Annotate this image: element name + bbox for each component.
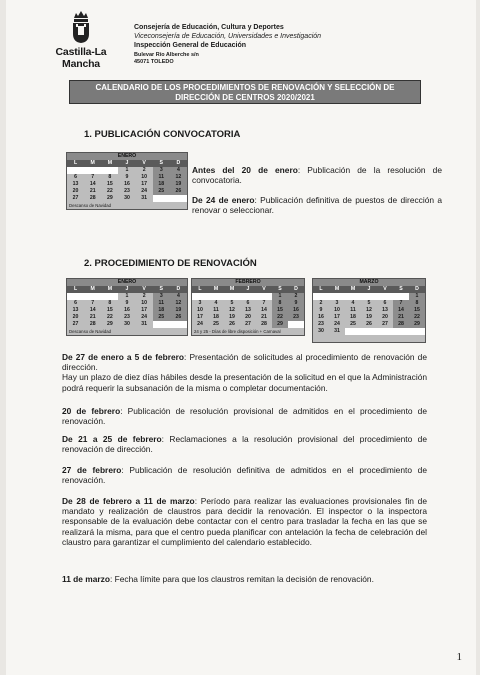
calendar-month-name: FEBRERO (192, 279, 304, 286)
calendar-day: 25 (153, 314, 170, 321)
calendar-day: 27 (67, 195, 84, 202)
calendar-day: 7 (84, 300, 101, 307)
calendar-day: 29 (101, 195, 118, 202)
section-1-item (192, 195, 442, 215)
calendar-day: 22 (409, 314, 425, 321)
calendar-day (208, 293, 224, 300)
calendar-footer: 24 y 25 - Días de libre disposición + Carnaval (192, 328, 304, 335)
weekday-label: V (256, 286, 272, 293)
calendar-day: 1 (272, 293, 288, 300)
calendar-day (393, 328, 409, 335)
calendar-day: 1 (409, 293, 425, 300)
calendar-day (170, 321, 187, 328)
org-line: Consejería de Educación, Cultura y Deportes (134, 24, 284, 31)
calendar-day: 4 (170, 167, 187, 174)
calendar-day: 31 (136, 195, 153, 202)
item-date: 20 de febrero (62, 406, 121, 416)
calendar-day (361, 328, 377, 335)
section-2-heading: 2. PROCEDIMIENTO DE RENOVACIÓN (84, 258, 257, 269)
calendar-day: 4 (208, 300, 224, 307)
calendar-day: 7 (256, 300, 272, 307)
calendar-day: 26 (170, 188, 187, 195)
weekday-label: L (67, 160, 84, 167)
calendar-day (377, 328, 393, 335)
calendar-day: 14 (393, 307, 409, 314)
calendar-day: 10 (192, 307, 208, 314)
calendar-day (84, 293, 101, 300)
calendar-day: 27 (377, 321, 393, 328)
calendar-day (345, 293, 361, 300)
item-date: De 28 de febrero a 11 de marzo (62, 496, 195, 506)
item-text: : Publicación de resolución provisional de admitidos en el procedimiento de renovación. (62, 406, 427, 427)
calendar-day: 24 (329, 321, 345, 328)
calendar-day: 5 (224, 300, 240, 307)
calendar-day: 30 (118, 195, 135, 202)
calendar-day (256, 293, 272, 300)
calendar-day: 4 (345, 300, 361, 307)
weekday-label: S (153, 160, 170, 167)
calendar-day: 28 (84, 195, 101, 202)
calendar-day: 31 (329, 328, 345, 335)
weekday-label: D (288, 286, 304, 293)
calendar-day: 10 (136, 300, 153, 307)
calendar-day (192, 293, 208, 300)
calendar-day (409, 328, 425, 335)
calendar-day: 3 (192, 300, 208, 307)
calendar-day: 17 (136, 181, 153, 188)
calendar-day: 17 (136, 307, 153, 314)
calendar-day: 25 (153, 188, 170, 195)
calendar-day: 2 (288, 293, 304, 300)
calendar-day: 20 (67, 188, 84, 195)
calendar-footer: Descanso de Navidad (67, 328, 187, 335)
calendar-day (240, 293, 256, 300)
calendar-day (170, 195, 187, 202)
weekday-label: M (329, 286, 345, 293)
calendar-day: 2 (136, 293, 153, 300)
weekday-label: M (101, 160, 118, 167)
calendar-day: 22 (101, 314, 118, 321)
weekday-label: M (224, 286, 240, 293)
page-number: 1 (456, 651, 462, 663)
calendar-day: 21 (84, 314, 101, 321)
address-line: Bulevar Río Alberche s/n (134, 52, 199, 58)
calendar-day: 18 (153, 307, 170, 314)
calendar-day (101, 293, 118, 300)
section-1-item (192, 165, 442, 185)
item-extra: Hay un plazo de diez días hábiles desde la presentación de la solicitud en el que la Administración podrá requerir la subsanación de la misma o completar documentación. (62, 372, 428, 393)
calendar-day: 29 (272, 321, 288, 328)
calendar-day: 24 (136, 188, 153, 195)
calendar-day: 8 (272, 300, 288, 307)
calendar-day: 28 (393, 321, 409, 328)
calendar-day: 16 (313, 314, 329, 321)
weekday-label: D (170, 286, 187, 293)
item-text: : Período para realizar las evaluaciones provisionales fin de mandato y realización de claustros para decidir la renovación. El inspector o la inspectora responsable de la evaluación debe contactar con el centro para trasladar la fecha en las que se realizará la misma, para que el centro pueda planificar con antelación la fecha de celebración del claustro para garantizar el cumplimiento del calendario establecido. (62, 496, 428, 547)
calendar-day: 2 (136, 167, 153, 174)
item-date: De 21 a 25 de febrero (62, 434, 162, 444)
item-date: 27 de febrero (62, 465, 122, 475)
weekday-label: M (345, 286, 361, 293)
section-1-heading: 1. PUBLICACIÓN CONVOCATORIA (84, 129, 241, 140)
item-text: : Publicación de resolución definitiva de admitidos en el procedimiento de renovación. (62, 465, 427, 486)
weekday-label: S (272, 286, 288, 293)
calendar-day: 11 (208, 307, 224, 314)
calendar-day (361, 293, 377, 300)
calendar-day: 14 (84, 307, 101, 314)
calendar-day: 4 (170, 293, 187, 300)
weekday-label: J (361, 286, 377, 293)
document-page (6, 0, 476, 675)
calendar-day: 26 (361, 321, 377, 328)
calendar-day: 1 (118, 293, 135, 300)
crest-icon (70, 10, 92, 44)
calendar-day: 25 (208, 321, 224, 328)
calendar-febrero (191, 278, 305, 336)
calendar-day: 10 (329, 307, 345, 314)
calendar-day: 5 (361, 300, 377, 307)
calendar-day: 20 (377, 314, 393, 321)
calendar-day (67, 167, 84, 174)
address-line: 45071 TOLEDO (134, 59, 174, 65)
calendar-day: 23 (288, 314, 304, 321)
weekday-label: V (136, 286, 153, 293)
calendar-day (67, 293, 84, 300)
calendar-day: 29 (409, 321, 425, 328)
section-2-item (62, 574, 427, 584)
calendar-day: 17 (329, 314, 345, 321)
calendar-month-name: ENERO (67, 279, 187, 286)
weekday-label: L (192, 286, 208, 293)
calendar-day: 21 (256, 314, 272, 321)
calendar-day: 23 (313, 321, 329, 328)
calendar-day: 12 (170, 300, 187, 307)
calendar-day: 13 (240, 307, 256, 314)
calendar-day: 6 (67, 300, 84, 307)
address-block (134, 52, 199, 66)
item-text: : Fecha límite para que los claustros remitan la decisión de renovación. (109, 574, 374, 584)
calendar-day: 3 (153, 167, 170, 174)
calendar-marzo (312, 278, 426, 343)
weekday-label: M (208, 286, 224, 293)
item-text: : Publicación definitiva de puestos de dirección a renovar o seleccionar. (192, 195, 442, 216)
section-2-item (62, 352, 427, 393)
weekday-label: L (67, 286, 84, 293)
calendar-day (393, 293, 409, 300)
calendar-day: 10 (136, 174, 153, 181)
section-2-item (62, 496, 427, 547)
calendar-day (153, 195, 170, 202)
calendar-day: 28 (256, 321, 272, 328)
weekday-label: D (409, 286, 425, 293)
weekday-label: J (118, 286, 135, 293)
logo (36, 10, 126, 70)
item-text: : Publicación de la resolución de convocatoria. (192, 165, 442, 186)
calendar-month-name: ENERO (67, 153, 187, 160)
section-2-item (62, 406, 427, 426)
calendar-day: 27 (67, 321, 84, 328)
section-2-item (62, 465, 427, 485)
calendar-day: 9 (118, 300, 135, 307)
title-line: CALENDARIO DE LOS PROCEDIMIENTOS DE RENOVACIÓN Y SELECCIÓN DE (95, 83, 395, 92)
weekday-label: V (136, 160, 153, 167)
calendar-footer (313, 335, 425, 342)
calendar-day: 2 (313, 300, 329, 307)
calendar-day: 26 (224, 321, 240, 328)
calendar-day: 15 (272, 307, 288, 314)
calendar-enero (66, 278, 188, 336)
calendar-day: 1 (118, 167, 135, 174)
weekday-label: S (153, 286, 170, 293)
item-date: De 27 de enero a 5 de febrero (62, 352, 185, 362)
calendar-day: 7 (393, 300, 409, 307)
calendar-day: 17 (192, 314, 208, 321)
document-title (69, 80, 421, 104)
calendar-day: 14 (256, 307, 272, 314)
calendar-day: 24 (192, 321, 208, 328)
calendar-day: 22 (272, 314, 288, 321)
calendar-day: 13 (67, 307, 84, 314)
calendar-day: 11 (345, 307, 361, 314)
calendar-day: 8 (101, 300, 118, 307)
weekday-label: J (118, 160, 135, 167)
title-line: DIRECCIÓN DE CENTROS 2020/2021 (175, 93, 315, 102)
calendar-day: 6 (377, 300, 393, 307)
calendar-day (224, 293, 240, 300)
calendar-day: 12 (361, 307, 377, 314)
calendar-day: 13 (377, 307, 393, 314)
calendar-day (377, 293, 393, 300)
calendar-day: 26 (170, 314, 187, 321)
calendar-enero (66, 152, 188, 210)
calendar-day: 11 (153, 174, 170, 181)
calendar-day: 16 (288, 307, 304, 314)
calendar-day: 7 (84, 174, 101, 181)
calendar-day: 20 (240, 314, 256, 321)
calendar-day: 23 (118, 314, 135, 321)
calendar-day: 19 (170, 181, 187, 188)
calendar-day: 21 (393, 314, 409, 321)
calendar-day: 8 (101, 174, 118, 181)
organization-block (134, 23, 321, 50)
calendar-day: 23 (118, 188, 135, 195)
weekday-label: J (240, 286, 256, 293)
section-2-item (62, 434, 427, 454)
calendar-day: 15 (409, 307, 425, 314)
calendar-day (153, 321, 170, 328)
calendar-day: 19 (361, 314, 377, 321)
weekday-label: D (170, 160, 187, 167)
calendar-day: 21 (84, 188, 101, 195)
calendar-day: 14 (84, 181, 101, 188)
calendar-day: 13 (67, 181, 84, 188)
calendar-month-name: MARZO (313, 279, 425, 286)
calendar-day: 9 (118, 174, 135, 181)
calendar-day: 16 (118, 181, 135, 188)
org-line: Viceconsejería de Educación, Universidades e Investigación (134, 33, 322, 40)
calendar-day: 31 (136, 321, 153, 328)
calendar-day: 18 (345, 314, 361, 321)
calendar-day: 18 (208, 314, 224, 321)
calendar-day: 6 (240, 300, 256, 307)
weekday-label: M (84, 160, 101, 167)
item-text: : Presentación de solicitudes al procedimiento de renovación de dirección. (62, 352, 427, 373)
calendar-footer: Descanso de Navidad (67, 202, 187, 209)
calendar-day (313, 293, 329, 300)
calendar-day: 20 (67, 314, 84, 321)
calendar-day: 22 (101, 188, 118, 195)
weekday-label: M (101, 286, 118, 293)
calendar-day (101, 167, 118, 174)
calendar-day: 25 (345, 321, 361, 328)
calendar-day (345, 328, 361, 335)
calendar-day (329, 293, 345, 300)
calendar-day (288, 321, 304, 328)
calendar-day: 9 (313, 307, 329, 314)
calendar-day: 18 (153, 181, 170, 188)
calendar-day: 16 (118, 307, 135, 314)
calendar-day: 30 (313, 328, 329, 335)
calendar-day: 11 (153, 300, 170, 307)
org-line: Inspección General de Educación (134, 42, 247, 49)
calendar-day: 24 (136, 314, 153, 321)
weekday-label: L (313, 286, 329, 293)
calendar-day: 30 (118, 321, 135, 328)
item-date: Antes del 20 de enero (192, 165, 298, 175)
item-date: 11 de marzo (62, 574, 110, 584)
calendar-day: 3 (329, 300, 345, 307)
calendar-day: 8 (409, 300, 425, 307)
calendar-day: 12 (170, 174, 187, 181)
calendar-day: 19 (224, 314, 240, 321)
calendar-day (84, 167, 101, 174)
logo-text: Castilla-La Mancha (55, 46, 107, 70)
calendar-day: 19 (170, 307, 187, 314)
calendar-day: 12 (224, 307, 240, 314)
weekday-label: S (393, 286, 409, 293)
calendar-day: 15 (101, 181, 118, 188)
weekday-label: M (84, 286, 101, 293)
item-date: De 24 de enero (192, 195, 255, 205)
calendar-day: 28 (84, 321, 101, 328)
weekday-label: V (377, 286, 393, 293)
calendar-day: 6 (67, 174, 84, 181)
calendar-day: 15 (101, 307, 118, 314)
item-text: : Reclamaciones a la resolución provisional del procedimiento de renovación de dirección. (62, 434, 427, 455)
calendar-day: 29 (101, 321, 118, 328)
calendar-day: 3 (153, 293, 170, 300)
calendar-day: 9 (288, 300, 304, 307)
calendar-day: 27 (240, 321, 256, 328)
